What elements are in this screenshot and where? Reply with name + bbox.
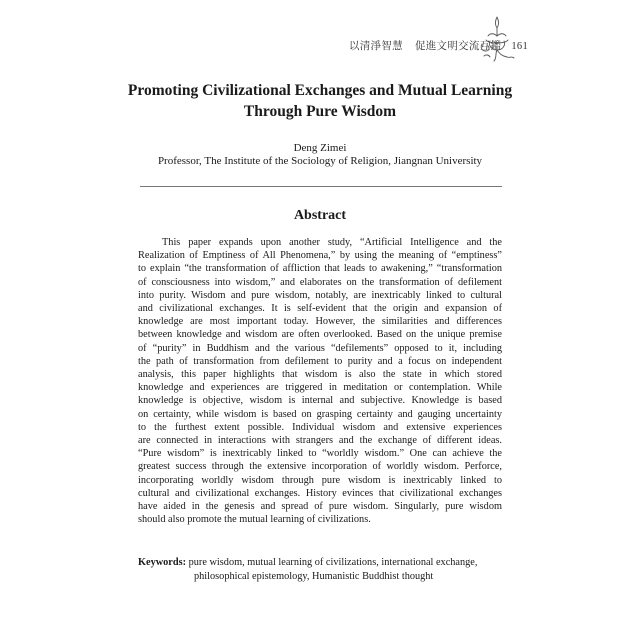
abstract-line: knowledge are most important today. However, the similarities and differences	[138, 316, 502, 328]
abstract-line: of “purity” in Buddhism and the various “defilements” opposed to it, including	[138, 342, 502, 354]
abstract-line: analysis, this paper highlights that wisdom is also the state in which stored	[138, 369, 502, 381]
abstract-line: of consciousness into wisdom,” and elaborates on the transformation of defilement	[138, 276, 502, 288]
keywords-block	[138, 556, 502, 584]
abstract-line: to the furthest extent possible. Individual wisdom and extensive experiences	[138, 421, 502, 433]
abstract-line: the path of transformation from defilement to purity and a focus on independent	[138, 355, 502, 367]
article-title-line-2: Through Pure Wisdom	[243, 103, 397, 120]
running-title-part-1: 以清淨智慧	[348, 41, 403, 52]
abstract-line: incorporating worldly wisdom through pure wisdom is inextricably linked to	[138, 474, 502, 486]
keywords-line-2: philosophical epistemology, Humanistic Buddhist thought	[194, 571, 434, 582]
article-title	[100, 80, 540, 122]
keywords-line-1: pure wisdom, mutual learning of civilizations, international exchange,	[188, 557, 478, 568]
author-affiliation: Professor, The Institute of the Sociology of Religion, Jiangnan University	[157, 155, 483, 167]
abstract-line: greatest success through the extensive incorporation of worldly wisdom. Perforce,	[138, 461, 502, 473]
author-name: Deng Zimei	[293, 142, 347, 154]
abstract-line: Realization of Emptiness of All Phenomena,” by using the meaning of “emptiness”	[138, 250, 502, 262]
abstract-line: “Pure wisdom” is inextricably linked to “worldly wisdom.” One can achieve the	[138, 448, 502, 460]
abstract-line: knowledge is objective, wisdom is internal and subjective. Knowledge is based	[138, 395, 502, 407]
abstract-line: between knowledge and wisdom are often overlooked. Based on the unique premise	[138, 329, 502, 341]
article-title-line-1: Promoting Civilizational Exchanges and Mutual Learning	[127, 82, 513, 99]
running-title-part-2: 促進文明交流互鑑	[414, 41, 502, 52]
abstract-line: have aided in the genesis and spread of pure wisdom. Singularly, pure wisdom	[138, 501, 502, 513]
section-divider	[140, 186, 502, 187]
keywords-label: Keywords:	[138, 557, 187, 568]
abstract-line: on certainty, while wisdom is based on grasping certainty and gauging uncertainty	[138, 408, 502, 420]
abstract-line: and civilizational exchanges. It is self-evident that the origin and expansion of	[138, 303, 502, 315]
abstract-heading: Abstract	[293, 208, 347, 223]
abstract-line: are connected in interactions with strangers and the exchange of different ideas.	[138, 435, 502, 447]
abstract-body	[138, 236, 502, 526]
abstract-line: into purity. Wisdom and pure wisdom, notably, are inextricably linked to cultural	[138, 289, 502, 301]
page-number: 161	[511, 41, 528, 52]
lotus-ornament-icon	[474, 14, 520, 64]
abstract-line: should also promote the mutual learning of civilizations.	[138, 514, 371, 526]
abstract-line: This paper expands upon another study, “Artificial Intelligence and the	[162, 237, 502, 248]
abstract-line: to explain “the transformation of affliction that leads to awakening,” “transformation	[138, 263, 502, 275]
abstract-line: knowledge and experiences are triggered in meditation or contemplation. While	[138, 382, 502, 394]
abstract-line: cultural and civilizational exchanges. History evinces that civilizational exchanges	[138, 487, 502, 499]
